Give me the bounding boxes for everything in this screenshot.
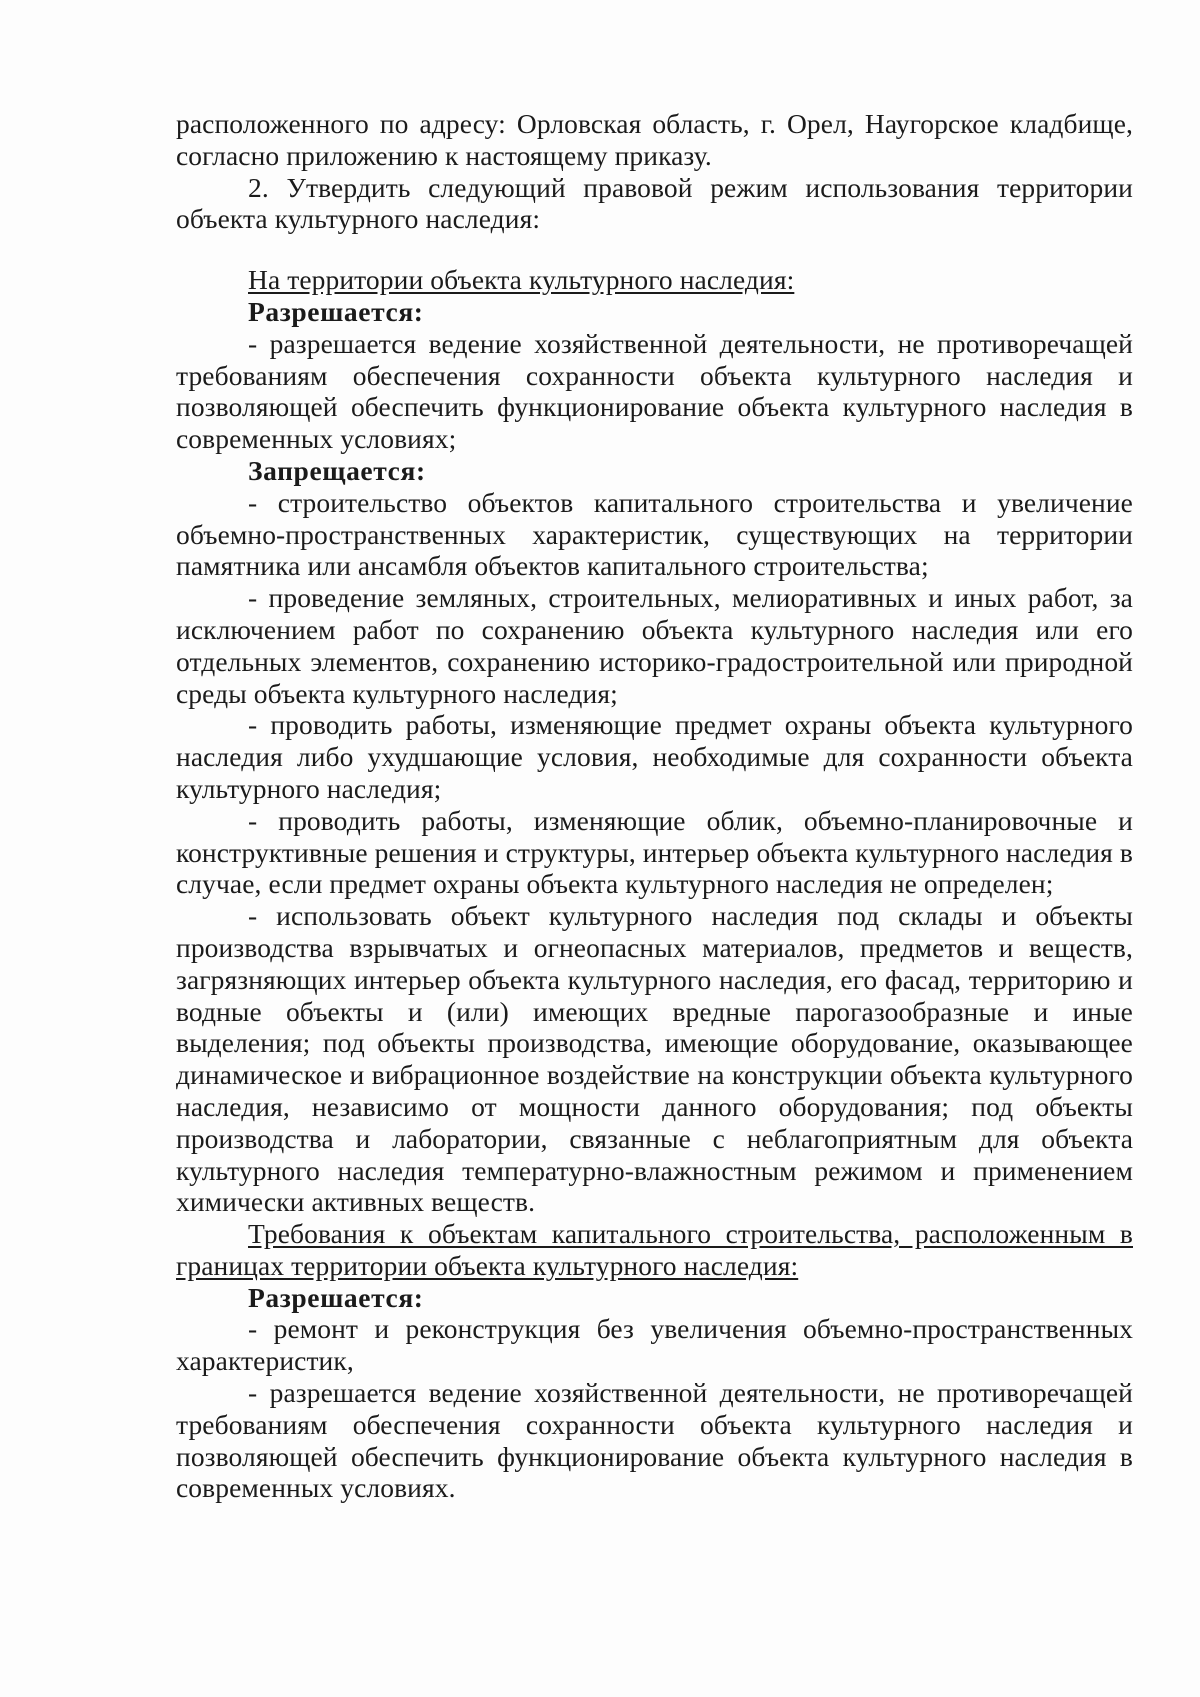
document-body (176, 108, 1133, 1504)
item-2-paragraph: 2. Утвердить следующий правовой режим использования территории объекта культурного наследия: (176, 171, 1133, 235)
spacer (176, 235, 1133, 264)
section2-allowed-item: - разрешается ведение хозяйственной деятельности, не противоречащей требованиям обеспечения сохранности объекта культурного наследия и позволяющей обеспечить функционирование объекта культурного наследия в современных условиях. (176, 1377, 1133, 1504)
section1-forbidden-item: - проводить работы, изменяющие облик, объемно-планировочные и конструктивные решения и структуры, интерьер объекта культурного наследия в случае, если предмет охраны объекта культурного наследия не определен; (176, 804, 1133, 900)
section2-heading (176, 1218, 1133, 1282)
section1-forbidden-item: - строительство объектов капитального строительства и увеличение объемно-пространственных характеристик, существующих на территории памятника или ансамбля объектов капитального строительства; (176, 486, 1133, 582)
section1-allowed-item: - разрешается ведение хозяйственной деятельности, не противоречащей требованиям обеспечения сохранности объекта культурного наследия и позволяющей обеспечить функционирование объекта культурного наследия в современных условиях; (176, 327, 1133, 455)
section1-forbidden-item: - проведение земляных, строительных, мелиоративных и иных работ, за исключением работ по сохранению объекта культурного наследия или его отдельных элементов, сохранению историко-градостроительной или природной среды объекта культурного наследия; (176, 582, 1133, 709)
section2-allowed-item: - ремонт и реконструкция без увеличения объемно-пространственных характеристик, (176, 1313, 1133, 1377)
section1-forbidden-label: Запрещается: (248, 454, 426, 486)
section1-heading (176, 264, 1133, 296)
section1-forbidden-item: - использовать объект культурного наследия под склады и объекты производства взрывчатых и огнеопасных материалов, предметов и веществ, загрязняющих интерьер объекта культурного наследия, его фасад, территорию и водные объекты и (или) имеющих вредные парогазообразные и иные выделения; под объекты производства, имеющие оборудование, оказывающее динамическое и вибрационное воздействие на конструкции объекта культурного наследия, независимо от мощности данного оборудования; под объекты производства и лаборатории, связанные с неблагоприятным для объекта культурного наследия температурно-влажностным режимом и применением химически активных веществ. (176, 900, 1133, 1218)
section2-allowed-label: Разрешается: (248, 1281, 424, 1313)
intro-paragraph: расположенного по адресу: Орловская область, г. Орел, Наугорское кладбище, согласно приложению к настоящему приказу. (176, 108, 1133, 171)
section2-heading-text: Требования к объектам капитального строительства, расположенным в границах территории объекта культурного наследия: (176, 1218, 1133, 1281)
section1-heading-text: На территории объекта культурного наследия: (248, 264, 795, 296)
section1-forbidden-item: - проводить работы, изменяющие предмет охраны объекта культурного наследия либо ухудшающие условия, необходимые для сохранности объекта культурного наследия; (176, 709, 1133, 804)
section1-allowed-label: Разрешается: (248, 295, 424, 327)
